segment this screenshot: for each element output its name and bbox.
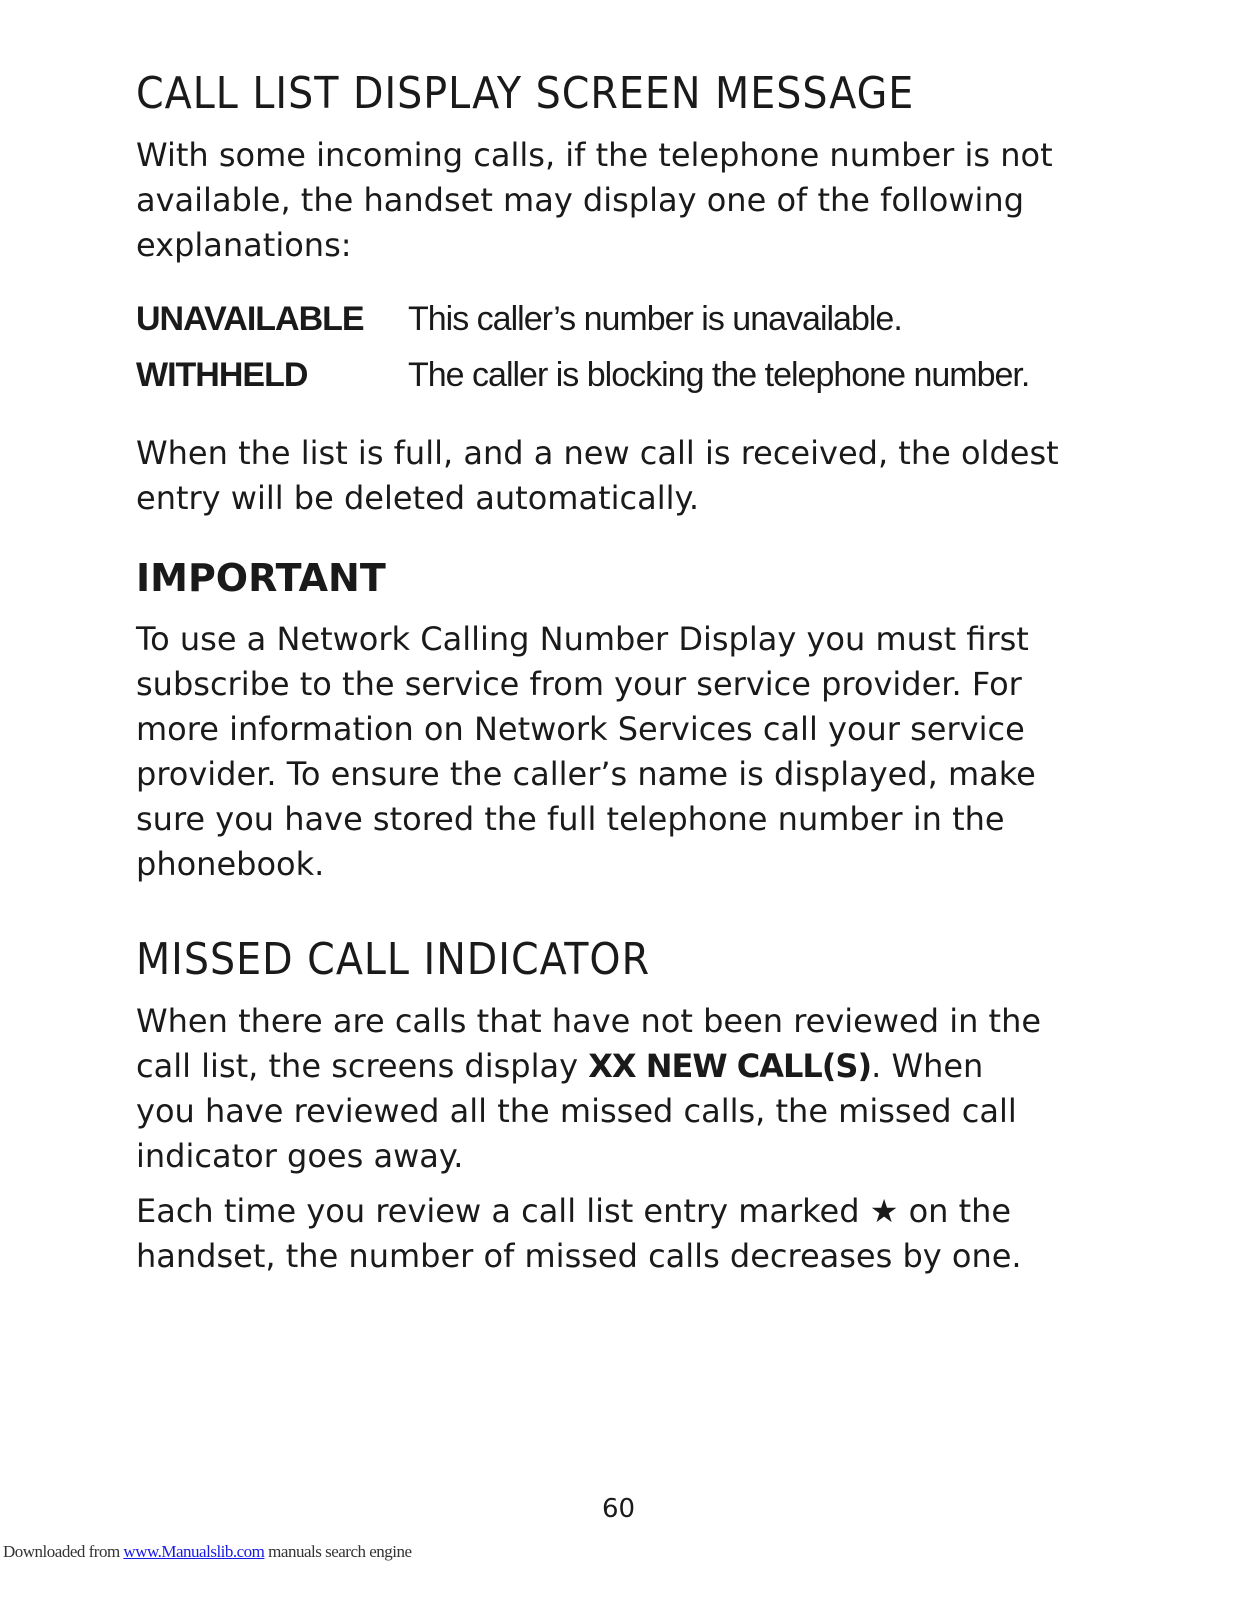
- missed-p2-line-2: handset, the number of missed calls decreases by one.: [136, 1237, 1022, 1275]
- important-line-2: subscribe to the service from your service provider. For: [136, 665, 1022, 703]
- definition-row-unavailable: [136, 300, 1096, 348]
- definition-description: This caller’s number is unavailable.: [408, 300, 902, 338]
- page-number: 60: [601, 1494, 636, 1524]
- intro-line-1: With some incoming calls, if the telephone number is not: [136, 136, 1053, 174]
- footer-suffix: manuals search engine: [264, 1542, 412, 1561]
- important-line-1: To use a Network Calling Number Display you must first: [136, 620, 1029, 658]
- missed-line-4: indicator goes away.: [136, 1137, 464, 1175]
- definition-row-withheld: [136, 356, 1096, 404]
- intro-line-2: available, the handset may display one of the following: [136, 181, 1024, 219]
- missed-paragraph-2: [136, 1189, 1096, 1279]
- missed-p2-line-1-pre: Each time you review a call list entry marked: [136, 1192, 870, 1230]
- section-title-call-list-display: CALL LIST DISPLAY SCREEN MESSAGE: [136, 68, 915, 119]
- footer-prefix: Downloaded from: [3, 1542, 124, 1561]
- important-line-5: sure you have stored the full telephone number in the: [136, 800, 1005, 838]
- definition-term: UNAVAILABLE: [136, 300, 364, 338]
- missed-line-1: When there are calls that have not been reviewed in the: [136, 1002, 1042, 1040]
- download-footer: [3, 1542, 412, 1562]
- star-icon: ★: [869, 1192, 899, 1230]
- definition-description: The caller is blocking the telephone number.: [408, 356, 1030, 394]
- missed-line-2-pre: call list, the screens display: [136, 1047, 589, 1085]
- intro-line-3: explanations:: [136, 226, 352, 264]
- manualslib-link[interactable]: www.Manualslib.com: [123, 1542, 265, 1561]
- intro-paragraph: [136, 133, 1096, 268]
- section-title-missed-call-indicator: MISSED CALL INDICATOR: [136, 934, 651, 985]
- important-paragraph: [136, 617, 1096, 887]
- new-calls-message: XX NEW CALL(S): [588, 1047, 872, 1085]
- definition-term: WITHHELD: [136, 356, 308, 394]
- missed-line-3: you have reviewed all the missed calls, the missed call: [136, 1092, 1017, 1130]
- important-heading: IMPORTANT: [136, 556, 386, 600]
- important-line-3: more information on Network Services call your service: [136, 710, 1025, 748]
- missed-p2-line-1-post: on the: [898, 1192, 1012, 1230]
- important-line-4: provider. To ensure the caller’s name is displayed, make: [136, 755, 1036, 793]
- list-full-paragraph: [136, 431, 1096, 521]
- missed-line-2-post: . When: [871, 1047, 984, 1085]
- missed-paragraph-1: [136, 999, 1096, 1179]
- list-full-line-2: entry will be deleted automatically.: [136, 479, 700, 517]
- important-line-6: phonebook.: [136, 845, 325, 883]
- list-full-line-1: When the list is full, and a new call is received, the oldest: [136, 434, 1059, 472]
